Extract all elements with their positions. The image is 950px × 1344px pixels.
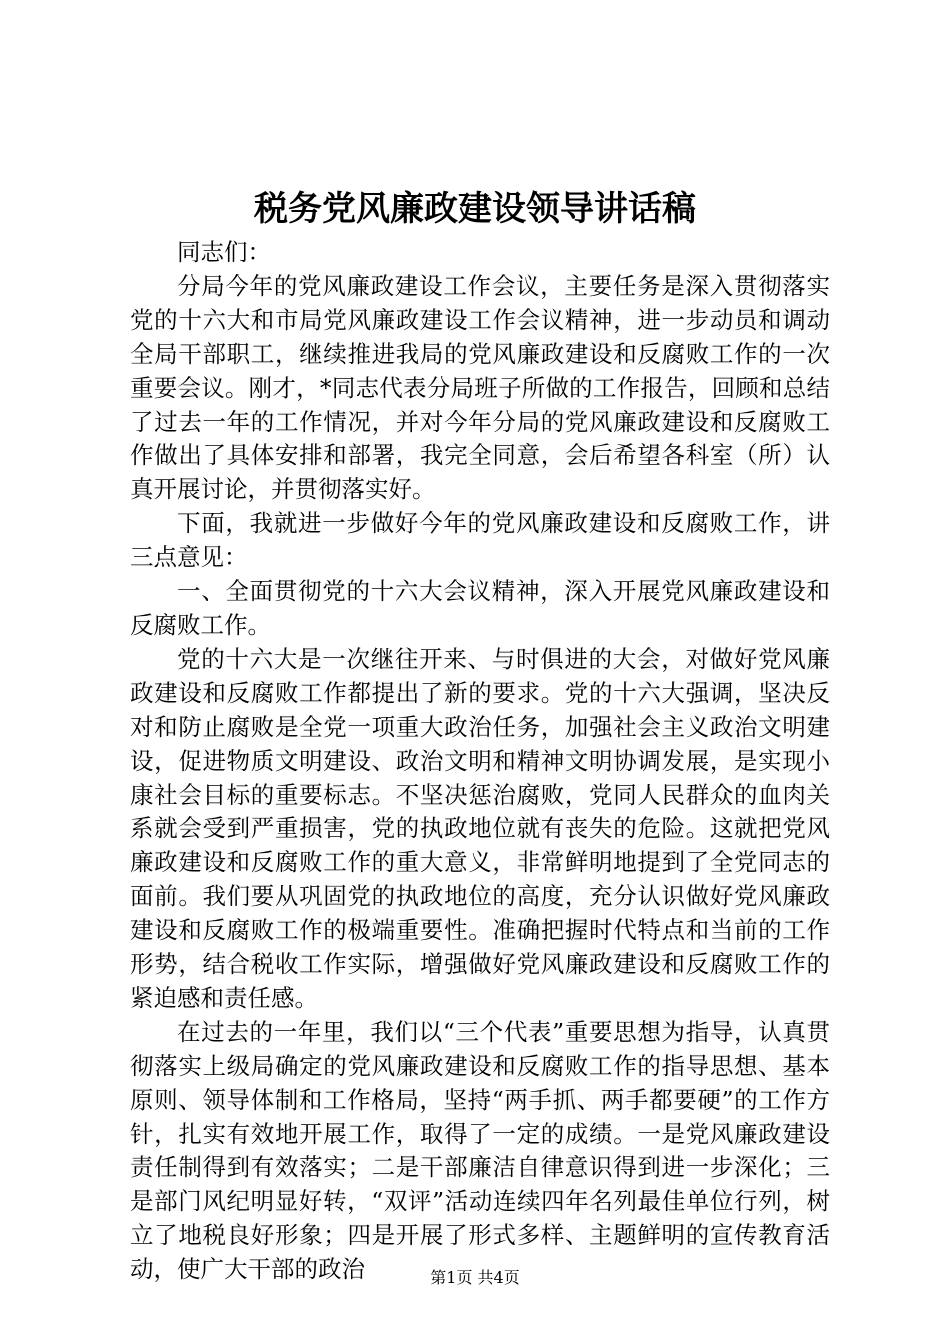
section-heading-paragraph: 一、全面贯彻党的十六大会议精神，深入开展党风廉政建设和反腐败工作。	[130, 577, 830, 639]
document-body	[130, 236, 830, 1287]
salutation-paragraph: 同志们：	[177, 238, 271, 266]
body-paragraph: 下面，我就进一步做好今年的党风廉政建设和反腐败工作，讲三点意见：	[130, 509, 830, 572]
body-paragraph: 在过去的一年里，我们以“三个代表”重要思想为指导，认真贯彻落实上级局确定的党风廉政建设和反腐败工作的指导思想、基本原则、领导体制和工作格局，坚持“两手抓、两手都要硬”的工作方针，扎实有效地开展工作，取得了一定的成绩。一是党风廉政建设责任制得到有效落实；二是干部廉洁自律意识得到进一步深化；三是部门风纪明显好转，“双评”活动连续四年名列最佳单位行列，树立了地税良好形象；四是开展了形式多样、主题鲜明的宣传教育活动，使广大干部的政治	[130, 1017, 830, 1284]
body-paragraph: 党的十六大是一次继往开来、与时俱进的大会，对做好党风廉政建设和反腐败工作都提出了新的要求。党的十六大强调，坚决反对和防止腐败是全党一项重大政治任务，加强社会主义政治文明建设，促进物质文明建设、政治文明和精神文明协调发展，是实现小康社会目标的重要标志。不坚决惩治腐败，党同人民群众的血肉关系就会受到严重损害，党的执政地位就有丧失的危险。这就把党风廉政建设和反腐败工作的重大意义，非常鲜明地提到了全党同志的面前。我们要从巩固党的执政地位的高度，充分认识做好党风廉政建设和反腐败工作的极端重要性。准确把握时代特点和当前的工作形势，结合税收工作实际，增强做好党风廉政建设和反腐败工作的紧迫感和责任感。	[130, 644, 830, 1012]
document-title: 税务党风廉政建设领导讲话稿	[254, 189, 696, 229]
page-footer: 第1页 共4页	[430, 1268, 520, 1287]
body-paragraph: 分局今年的党风廉政建设工作会议，主要任务是深入贯彻落实党的十六大和市局党风廉政建设工作会议精神，进一步动员和调动全局干部职工，继续推进我局的党风廉政建设和反腐败工作的一次重要会议。刚才，*同志代表分局班子所做的工作报告，回顾和总结了过去一年的工作情况，并对今年分局的党风廉政建设和反腐败工作做出了具体安排和部署，我完全同意，会后希望各科室（所）认真开展讨论，并贯彻落实好。	[130, 271, 830, 504]
